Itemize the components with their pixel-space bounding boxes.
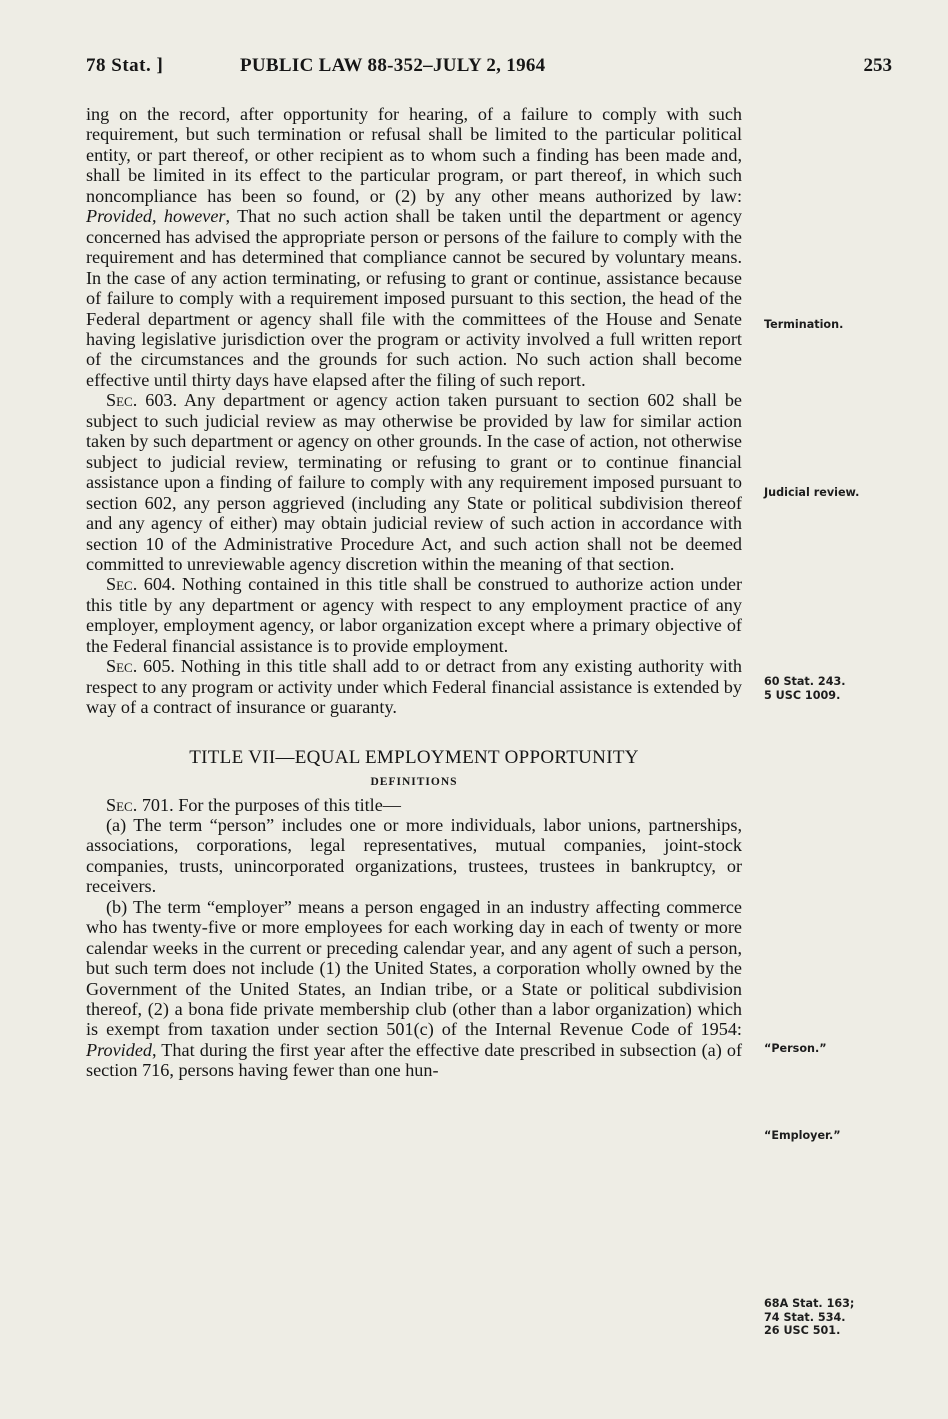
margin-note-termination: Termination. [764,318,844,331]
section-605: Sec. 605. Nothing in this title shall add to or detract from any existing authority with respect to any program or activity under which Federal financial assistance is extended by way of a contract of insurance or guaranty. [86,656,742,718]
margin-note-judicial-review: Judicial review. [764,486,860,499]
definitions-heading: DEFINITIONS [370,776,458,789]
section-604: Sec. 604. Nothing contained in this title shall be construed to authorize action under this title by any department or agency with respect to any employment practice of any employer, employment agency, or labor organization except where a primary objective of the Federal financial assistance is to provide employment. [86,574,742,656]
margin-note-citation-apa: 60 Stat. 243. 5 USC 1009. [764,675,846,702]
body-text [86,104,742,1081]
section-603: Sec. 603. Any department or agency action taken pursuant to section 602 shall be subject to such judicial review as may otherwise be provided by law for similar action taken by such department or agency on other grounds. In the case of action, not otherwise subject to judicial review, terminating or refusing to grant or to continue financial assistance upon a finding of failure to comply with any requirement imposed pursuant to section 602, any person aggrieved (including any State or political subdivision thereof and any agency of either) may obtain judicial review of such action in accordance with section 10 of the Administrative Procedure Act, and such action shall not be deemed committed to unreviewable agency discretion within the meaning of that section. [86,390,742,574]
running-title: PUBLIC LAW 88-352–JULY 2, 1964 [240,55,546,76]
section-701-a: (a) The term “person” includes one or more individuals, labor unions, partnerships, associations, corporations, legal representatives, mutual companies, joint-stock companies, trusts, unincorporated organizations, trustees, trustees in bankruptcy, or receivers. [86,814,742,897]
margin-note-citation-irc: 68A Stat. 163; 74 Stat. 534. 26 USC 501. [764,1297,855,1337]
page-header [0,55,948,85]
section-701: Sec. 701. For the purposes of this title— [106,794,401,815]
statute-volume: 78 Stat. ] [86,55,164,76]
margin-note-person: “Person.” [764,1042,827,1055]
margin-note-employer: “Employer.” [764,1129,841,1142]
section-701-b: (b) The term “employer” means a person engaged in an industry affecting commerce who has twenty-five or more employees for each working day in each of twenty or more calendar weeks in the current or preceding calendar year, and any agent of such a person, but such term does not include (1) the United States, a corporation wholly owned by the Government of the United States, an Indian tribe, or a State or political subdivision thereof, (2) a bona fide private membership club (other than a labor organization) which is exempt from taxation under section 501(c) of the Internal Revenue Code of 1954: Provided, That during the first year after the effective date prescribed in subsection (a) of section 716, persons having fewer than one hun- [86,896,742,1081]
title-heading: TITLE VII—EQUAL EMPLOYMENT OPPORTUNITY [189,746,639,768]
paragraph-continuation: ing on the record, after opportunity for hearing, of a failure to comply with such requirement, but such termination or refusal shall be limited to the particular political entity, or part thereof, or other recipient as to whom such a finding has been made and, shall be limited in its effect to the particular program, or part thereof, in which such noncompliance has been so found, or (2) by any other means authorized by law: Provided, however, That no such action shall be taken until the department or agency concerned has advised the appropriate person or persons of the failure to comply with the requirement and has determined that compliance cannot be secured by voluntary means. In the case of any action terminating, or refusing to grant or continue, assistance because of failure to comply with a requirement imposed pursuant to this section, the head of the Federal department or agency shall file with the committees of the House and Senate having legislative jurisdiction over the program or activity involved a full written report of the circumstances and the grounds for such action. No such action shall become effective until thirty days have elapsed after the filing of such report. [86,104,743,390]
page-number: 253 [863,55,892,76]
